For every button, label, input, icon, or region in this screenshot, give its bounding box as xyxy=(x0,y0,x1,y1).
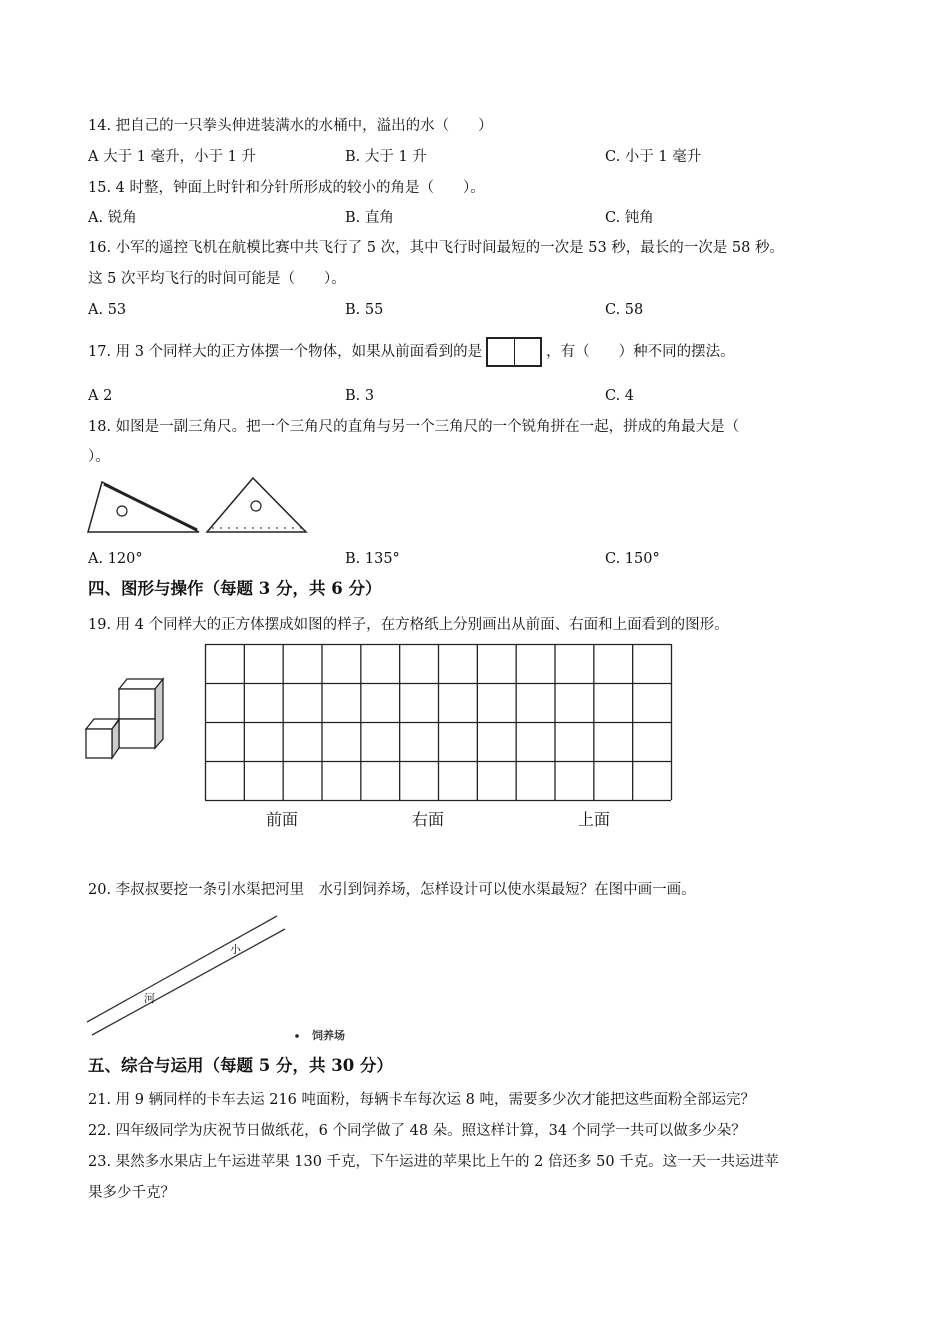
farm-label: 饲养场 xyxy=(312,1029,345,1042)
question-17 xyxy=(88,334,735,370)
front-view-figure xyxy=(486,337,542,367)
option-a: A. 53 xyxy=(88,302,127,318)
option-c: C. 150° xyxy=(605,551,660,567)
farm-point xyxy=(295,1034,299,1038)
label-right-view: 右面 xyxy=(412,810,445,829)
option-b: B. 大于 1 升 xyxy=(345,149,427,165)
river-bank-lower xyxy=(92,929,285,1035)
option-b: B. 直角 xyxy=(345,210,394,226)
option-c: C. 4 xyxy=(605,388,635,404)
river-label-2: 河 xyxy=(144,992,155,1005)
option-a: A. 锐角 xyxy=(88,210,137,226)
option-c: C. 58 xyxy=(605,302,644,318)
option-c: C. 小于 1 毫升 xyxy=(605,149,702,165)
option-b: B. 135° xyxy=(345,551,400,567)
option-c: C. 钝角 xyxy=(605,210,654,226)
option-b: B. 3 xyxy=(345,388,375,404)
question-16-line1: 16. 小军的遥控飞机在航模比赛中共飞行了 5 次，其中飞行时间最短的一次是 53 秒，最长的一次是 58 秒。 xyxy=(88,240,784,256)
isosceles-triangle-ruler xyxy=(207,478,306,532)
question-16-line2: 这 5 次平均飞行的时间可能是（ ）。 xyxy=(88,271,346,287)
question-23-line1: 23. 果然多水果店上午运进苹果 130 千克，下午运进的苹果比上午的 2 倍还多 50 千克。这一天一共运进苹 xyxy=(88,1154,779,1170)
river-label-1: 小 xyxy=(230,943,241,956)
question-15: 15. 4 时整，钟面上时针和分针所形成的较小的角是（ ）。 xyxy=(88,180,485,196)
question-22: 22. 四年级同学为庆祝节日做纸花，6 个同学做了 48 朵。照这样计算，34 个同学一共可以做多少朵？ xyxy=(88,1123,746,1139)
label-top-view: 上面 xyxy=(578,810,611,829)
option-a: A 2 xyxy=(88,388,113,404)
right-triangle-ruler xyxy=(88,482,199,532)
question-18-line2: ）。 xyxy=(88,449,110,465)
river-figure[interactable] xyxy=(0,0,1,1)
option-a: A 大于 1 毫升，小于 1 升 xyxy=(88,149,256,165)
question-21: 21. 用 9 辆同样的卡车去运 216 吨面粉，每辆卡车每次运 8 吨，需要多少次才能把这些面粉全部运完？ xyxy=(88,1092,755,1108)
question-19: 19. 用 4 个同样大的正方体摆成如图的样子，在方格纸上分别画出从前面、右面和上面看到的图形。 xyxy=(88,617,729,633)
question-23-line2: 果多少千克？ xyxy=(88,1185,175,1201)
question-14: 14. 把自己的一只拳头伸进装满水的水桶中，溢出的水（ ） xyxy=(88,118,493,134)
section-4-heading: 四、图形与操作（每题 3 分，共 6 分） xyxy=(88,579,382,598)
section-5-heading: 五、综合与运用（每题 5 分，共 30 分） xyxy=(88,1056,393,1075)
question-20: 20. 李叔叔要挖一条引水渠把河里 水引到饲养场，怎样设计可以使水渠最短？在图中画一画。 xyxy=(88,882,696,898)
question-17-text: 17. 用 3 个同样大的正方体摆一个物体，如果从前面看到的是 xyxy=(88,344,483,360)
question-17-text-after: ，有（ ）种不同的摆法。 xyxy=(546,344,735,360)
option-b: B. 55 xyxy=(345,302,384,318)
label-front-view: 前面 xyxy=(266,810,299,829)
river-bank-upper xyxy=(87,916,277,1022)
square-grid-paper[interactable] xyxy=(205,644,672,801)
question-18-line1: 18. 如图是一副三角尺。把一个三角尺的直角与另一个三角尺的一个锐角拼在一起，拼成的角最大是（ xyxy=(88,419,740,435)
option-a: A. 120° xyxy=(88,551,143,567)
